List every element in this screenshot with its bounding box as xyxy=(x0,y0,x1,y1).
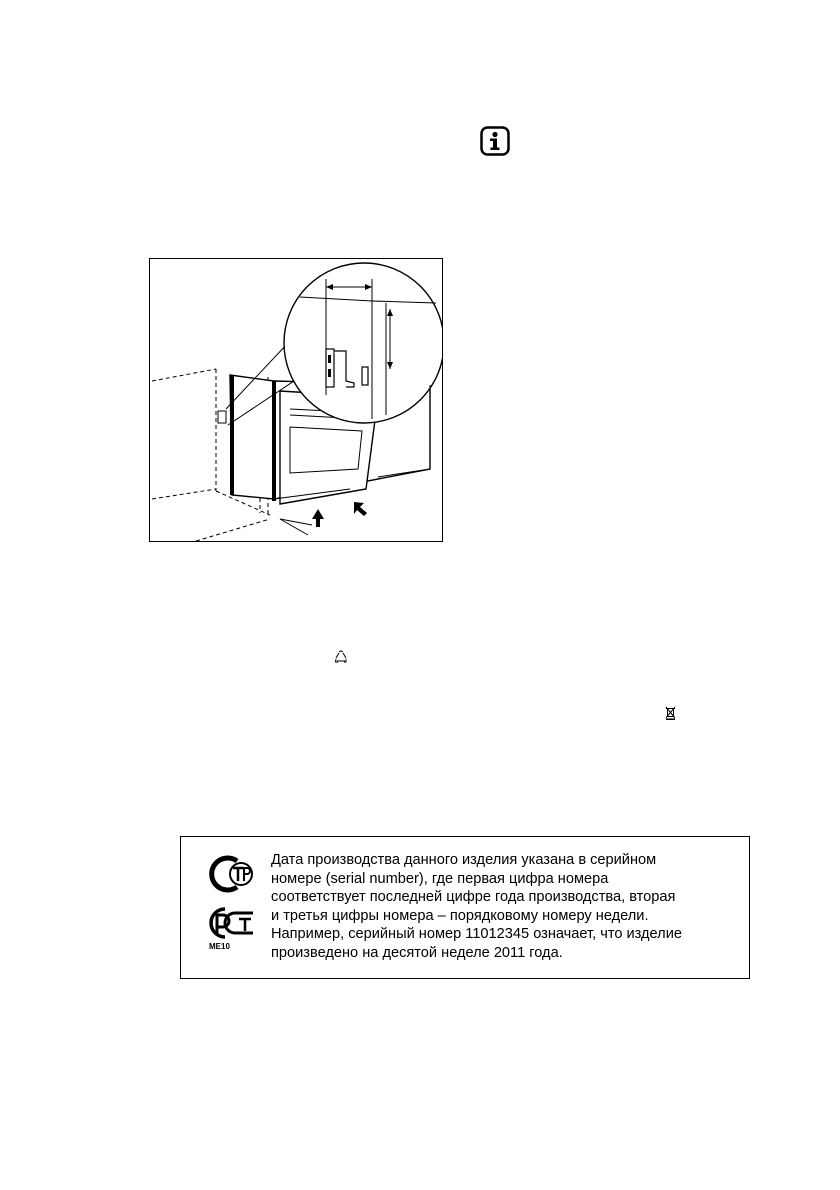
eac-certification-mark xyxy=(203,853,259,895)
recycle-icon xyxy=(334,650,348,664)
installation-figure xyxy=(149,258,443,542)
pct-code: ME10 xyxy=(209,942,230,951)
info-icon xyxy=(480,126,510,156)
pct-certification-mark xyxy=(203,905,259,951)
certification-box xyxy=(180,836,750,979)
crossed-out-bin-icon xyxy=(665,706,676,720)
certification-text: Дата производства данного изделия указана в серийном номере (serial number), где первая цифра номера соответствует последней цифре года производства, вторая и третья цифры номера – порядковому номеру недели. Например, серийный номер 11012345 означает, что изделие произведено на десятой неделе 2011 года. xyxy=(271,852,682,961)
